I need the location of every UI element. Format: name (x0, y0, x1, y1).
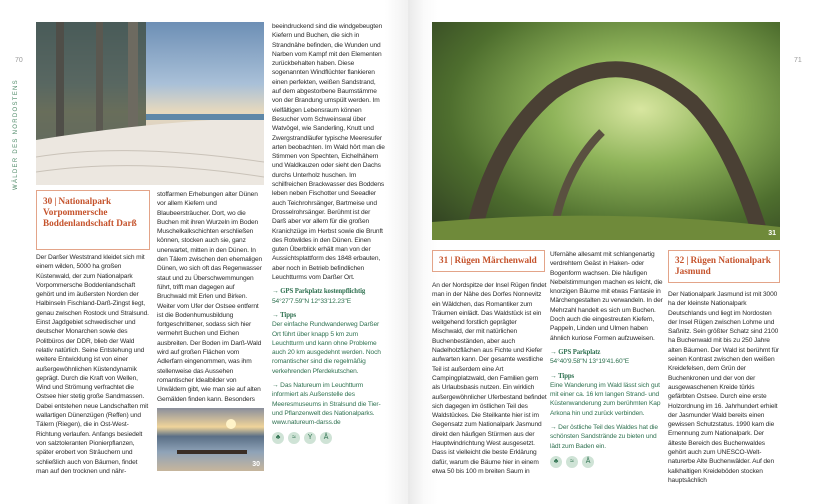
activity-icons (550, 456, 665, 468)
photo-darss-sunset (157, 408, 264, 471)
tips-label: → Tipps (272, 311, 297, 319)
gps-coordinates: 54°40'9.58"N 13°19'41.60"E (550, 358, 630, 366)
tips-label: → Tipps (550, 372, 575, 380)
body-paragraph: Der Darßer Weststrand kleidet sich mit einem wilden, 5000 ha großen Küstenwald, der zum Nationalpark Vorpommersche Boddenlandschaft gehört und im äußersten Norden der Halbinseln Fischland-Darß-Zingst liegt, genau zwischen Rostock und Stralsund. Einst Jagdgebiet schwedischer und deutscher Monarchen sowie des Politbüros der DDR, blieb der Wald relativ natürlich. Seine Entstehung und weitere Entwicklung ist von einer außergewöhnlichen Küstendynamik geprägt. Durch die Kraft von Wellen, Wind und Strömung verfrachtet die Ostsee hier stetig große Sandmassen. Dabei entstehen neue Landschaften mit wallartigen Dünenzügen (Reffen) und Tälern (Riegen), die in Ost-West-Richtung verlaufen. Anfangs besiedelt von salztoleranten Pionierpflanzen, später erobert von Sträuchern und schließlich auch von Bäumen, findet man auf den trocknen und nähr- (36, 254, 149, 475)
gps-coordinates: 54°27'7.59"N 12°33'12.23"E (272, 297, 352, 305)
entry-heading-30 (36, 190, 150, 250)
photo-tree-arch-illustration (432, 22, 780, 240)
text-column (668, 290, 782, 503)
body-paragraph: stoffarmen Erhebungen alter Dünen vor allem Kiefern und Blaubeersträucher. Dort, wo die Buchen mit ihren Wurzeln im Boden Muschelkalkschichten erschließen können, stocken auch sie, ganz unerwartet, mitten in den Dünen. In den Tälern zwischen den ehemaligen Dünen, wo sich oft das Regenwasser staut und zu Überschwemmungen führt, trifft man dagegen auf Bruchwald mit Erlen und Birken. Weiter vom Ufer der Ostsee entfernt ist die Bodenhumusbildung fortgeschrittener, sodass sich hier vermehrt Buchen und Eichen ausbreiten. Der Boden im Darß-Wald wird auf großen Flächen vom Adlerfarn eingenommen, was ihm stellenweise das Aussehen romantischer Idealbilder von Urwäldern gibt, wie man sie auf alten Gemälden finden kann. Besonders (157, 191, 263, 403)
photo-darss-dunes (36, 22, 264, 185)
entry-heading-31 (432, 250, 545, 272)
body-paragraph: Der Nationalpark Jasmund ist mit 3000 ha der kleinste Nationalpark Deutschlands und liegt im Nordosten der Insel Rügen zwischen Lohme und Saßnitz. Sein größter Schatz sind 2100 ha Buchenwald mit bis zu 250 Jahre alten Bäumen. Der Wald ist berühmt für seinen Kontrast zwischen den weißen Kreidefelsen, dem Grün der Buchenkronen und der von der ausgewaschenen Kreide türkis gefärbten Ostsee. Durch eine erste Holzordnung im 16. Jahrhundert erhielt der Jasmunder Wald bereits einen gewissen Schutzstatus. 1990 kam die Ernennung zum Nationalpark. Der älteste Bereich des Buchenwaldes gehört auch zum UNESCO-Weltnaturerbe Alte Buchenwälder. Auf den kalkhaltigen Kreideböden stocken hauptsächlich (668, 291, 780, 484)
plant-icon: Y (304, 432, 316, 444)
text-column (36, 253, 151, 503)
activity-icons (272, 432, 386, 444)
photo-number: 31 (768, 230, 776, 237)
hiking-icon: Å (320, 432, 332, 444)
page-number: 71 (794, 57, 802, 64)
swimming-icon: ≈ (288, 432, 300, 444)
right-page (408, 0, 816, 504)
gps-label: → GPS Parkplatz (550, 348, 601, 356)
tip-text: Eine Wanderung im Wald lässt sich gut mit einer ca. 16 km langen Strand- und Küstenwanderung zum berühmten Kap Arkona hin und zurück verbinden. (550, 381, 661, 417)
photo-trees-illustration (36, 22, 264, 185)
photo-driftwood-illustration (157, 408, 264, 471)
text-column (550, 250, 665, 500)
body-paragraph: An der Nordspitze der Insel Rügen findet man in der Nähe des Dorfes Nonnevitz ein Wäldchen, das Romantiker zum Träumen einlädt. Das Waldstück ist ein weitgehend forstlich geprägter Mischwald, der mit natürlichen Buchenbeständen, aber auch Nadelholzflächen aus Fichte und Kiefer aufwarten kann. Der gesamte westliche Teil ist außerdem eine Art Campingplatzwald, den Familien gern als Urlaubsbasis nutzen. Ein wirklich außergewöhnlicher Uferbestand befindet sich dagegen im östlichen Teil des Waldstückes. Die Steilkante hier ist im Gegensatz zum Nationalpark Jasmund direkt den häufigen Stürmen aus der Hauptwindrichtung West ausgesetzt. Dass ist vielleicht die beste Erklärung dafür, warum die Bäume hier in einem etwa 50 bis 100 m breiten Saum in (432, 282, 547, 475)
entry-title: Rügen Märchenwald (454, 255, 537, 265)
entry-number: 30 | (43, 196, 57, 206)
text-column (272, 22, 386, 492)
text-column (432, 281, 547, 503)
swimming-icon: ≈ (566, 456, 578, 468)
tip-text: → Der östliche Teil des Waldes hat die schönsten Sandstrände zu bieten und lädt zum Baden ein. (550, 424, 658, 450)
tip-text: Der einfache Rundwanderweg Darßer Ort führt über knapp 5 km zum Leuchtturm und kann ohne Probleme auch 20 km ausgedehnt werden. Noch romantischer sind die regelmäßig verkehrenden Pferdekutschen. (272, 321, 381, 375)
section-title: WÄLDER DES NORDOSTENS (13, 79, 19, 190)
page-number: 70 (15, 57, 23, 64)
body-paragraph: beeindruckend sind die windgebeugten Kiefern und Buchen, die sich in Strandnähe befinden, die Wunden und Narben vom Kampf mit den Elementen zurückbehalten haben. Diese sogenannten Windflüchter flankieren einen perfekten, weißen Sandstrand, auf dem abgestorbene Baumstämme von der Brandung umspült werden. Im vielfältigen Lebensraum können Besucher vom Schweinswal über Watvögel, wie Sanderling, Knutt und Zwergstrandläufer typische Meeresufer arten beobachten. Im Wald hört man die Stimmen von Spechten, Eichelhähern und Waldkauzen oder sieht den Dachs durchs Unterholz huschen. Im schilfreichen Brackwasser des Boddens leben neben Fischotter und Seeadler auch Teichrohrsänger, Bartmeise und Drosselrohrsänger. Berühmt ist der Darß aber vor allem für die großen Kranichzüge im Herbst sowie die Brunft des Rotwildes in den Dünen. Einen guten Überblick erhält man von der Aussichtsplattform des 1848 erbauten, aber noch in Betrieb befindlichen Leuchtturms vom Darßer Ort. (272, 23, 385, 282)
entry-heading-32 (668, 250, 780, 283)
entry-title: Nationalpark Vorpommersche Boddenlandschaft Darß (43, 196, 137, 228)
forest-icon: ♣ (550, 456, 562, 468)
photo-ruegen-forest (432, 22, 780, 240)
entry-number: 32 | (675, 255, 689, 265)
forest-icon: ♣ (272, 432, 284, 444)
entry-title: Rügen Nationalpark Jasmund (675, 255, 771, 276)
photo-number: 30 (252, 461, 260, 468)
tip-text: → Das Natureum im Leuchtturm informiert als Außenstelle des Meeresmuseums in Stralsund die Tier- und Pflanzenwelt des Nationalparks. www.natureum-darss.de (272, 381, 381, 427)
hiking-icon: Å (582, 456, 594, 468)
gps-label: → GPS Parkplatz kostenpflichtig (272, 288, 366, 296)
entry-number: 31 | (439, 255, 453, 265)
body-paragraph: Ufernähe allesamt mit schlangenartig verdrehtem Geäst in Haken- oder Bogenform wachsen. Die häufigen Nebelstimmungen machen es leicht, die knorzigen Bäume mit etwas Fantasie in Märchengestalten zu verwandeln. In der Mehrzahl handelt es sich um Buchen. Doch auch die eingestreuten Kiefern, Pappeln, Linden und Ulmen haben ähnlich kuriose Formen aufzuweisen. (550, 251, 663, 342)
text-column (157, 190, 265, 404)
